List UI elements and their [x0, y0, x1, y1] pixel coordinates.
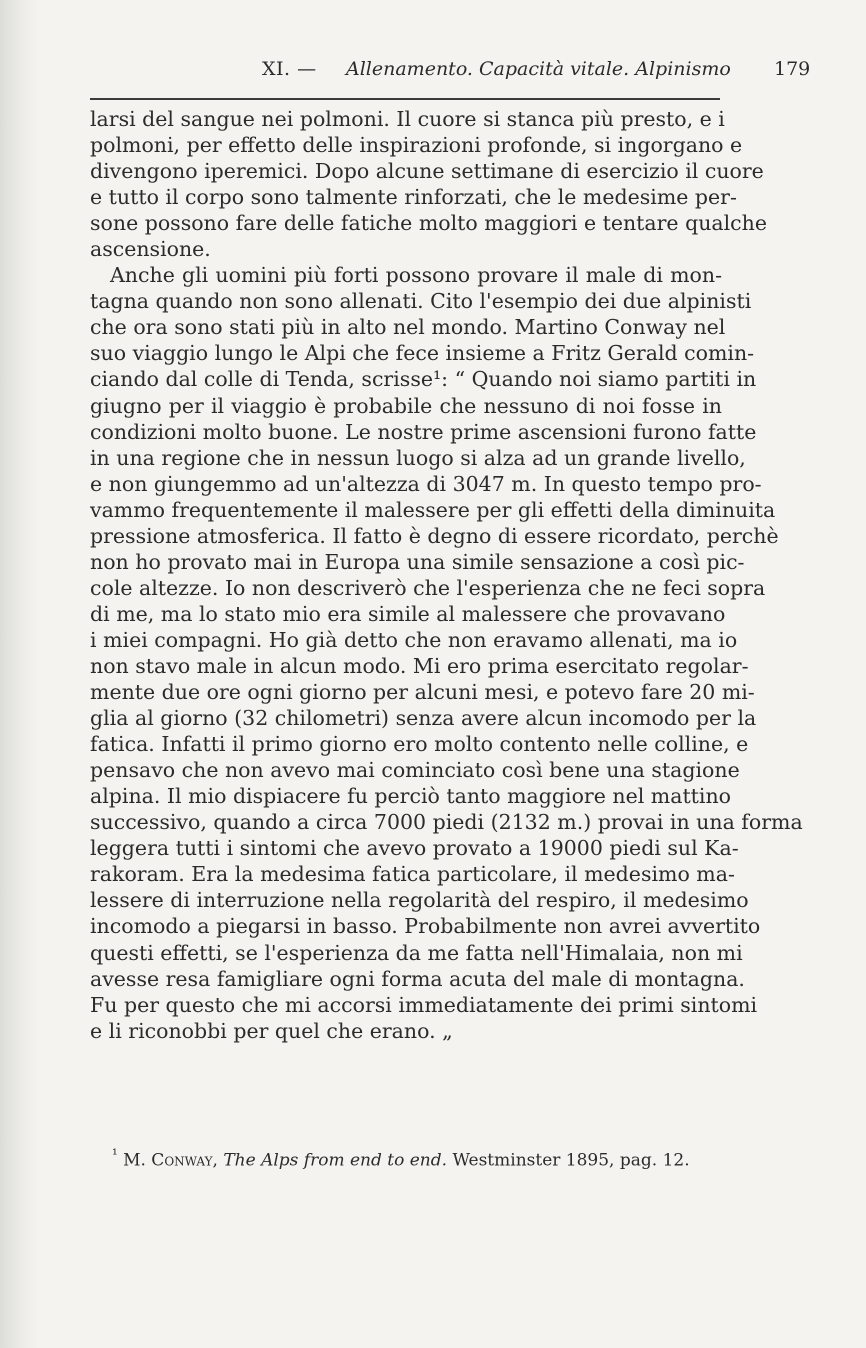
text-line: fatica. Infatti il primo giorno ero molto contento nelle colline, e [90, 732, 749, 757]
text-line: ascensione. [90, 237, 211, 262]
text-line: mente due ore ogni giorno per alcuni mesi, e potevo fare 20 mi- [90, 680, 755, 705]
text-line: che ora sono stati più in alto nel mondo. Martino Conway nel [90, 315, 726, 340]
text-line: larsi del sangue nei polmoni. Il cuore si stanca più presto, e i [90, 107, 725, 131]
text-line: divengono iperemici. Dopo alcune settimane di esercizio il cuore [90, 159, 764, 184]
text-line: tagna quando non sono allenati. Cito l'esempio dei due alpinisti [90, 289, 752, 314]
footnote [112, 1147, 732, 1171]
text-line: successivo, quando a circa 7000 piedi (2132 m.) provai in una forma [90, 810, 803, 835]
header-rule [90, 98, 720, 100]
text-line: leggera tutti i sintomi che avevo provato a 19000 piedi sul Ka- [90, 836, 739, 861]
text-line: ciando dal colle di Tenda, scrisse¹: “ Quando noi siamo partiti in [90, 367, 757, 392]
page-number: 179 [774, 58, 811, 80]
text-line: questi effetti, se l'esperienza da me fatta nell'Himalaia, non mi [90, 940, 743, 965]
text-line: e li riconobbi per quel che erano. „ [90, 1018, 453, 1043]
text-line: pressione atmosferica. Il fatto è degno di essere ricordato, perchè [90, 523, 779, 548]
text-line: condizioni molto buone. Le nostre prime ascensioni furono fatte [90, 419, 757, 444]
text-line: vammo frequentemente il malessere per gli effetti della diminuita [90, 497, 776, 522]
text-line: suo viaggio lungo le Alpi che fece insieme a Fritz Gerald comin- [90, 341, 755, 366]
running-header [262, 58, 811, 84]
text-line: sone possono fare delle fatiche molto maggiori e tentare qualche [90, 211, 767, 236]
text-line: non stavo male in alcun modo. Mi ero prima esercitato regolar- [90, 653, 749, 678]
text-line: Fu per questo che mi accorsi immediatamente dei primi sintomi [90, 992, 758, 1017]
text-line: polmoni, per effetto delle inspirazioni profonde, si ingorgano e [90, 133, 743, 158]
text-line: in una regione che in nessun luogo si alza ad un grande livello, [90, 445, 746, 470]
footnote-publication: Westminster 1895, pag. 12. [452, 1150, 690, 1171]
footnote-work-title: The Alps from end to end. [223, 1150, 448, 1171]
chapter-title: Allenamento. Capacità vitale. Alpinismo [346, 58, 731, 80]
text-line: pensavo che non avevo mai cominciato così bene una stagione [90, 758, 740, 783]
text-line: giugno per il viaggio è probabile che nessuno di noi fosse in [90, 393, 722, 418]
text-line: alpina. Il mio dispiacere fu perciò tanto maggiore nel mattino [90, 784, 732, 809]
body-text [90, 106, 803, 1044]
text-line: glia al giorno (32 chilometri) senza avere alcun incomodo per la [90, 706, 757, 731]
footnote-author: M. Conway, [123, 1150, 218, 1171]
text-line: non ho provato mai in Europa una simile sensazione a così pic- [90, 549, 745, 574]
text-line: incomodo a piegarsi in basso. Probabilmente non avrei avvertito [90, 914, 761, 939]
text-line: rakoram. Era la medesima fatica particolare, il medesimo ma- [90, 862, 735, 887]
text-line: e tutto il corpo sono talmente rinforzati, che le medesime per- [90, 185, 737, 210]
text-line: cole altezze. Io non descriverò che l'esperienza che ne feci sopra [90, 575, 766, 600]
text-line: lessere di interruzione nella regolarità del respiro, il medesimo [90, 888, 749, 913]
text-line: Anche gli uomini più forti possono provare il male di mon- [110, 263, 722, 288]
page-gutter-shadow [0, 0, 38, 1348]
text-line: i miei compagni. Ho già detto che non eravamo allenati, ma io [90, 627, 738, 652]
text-line: di me, ma lo stato mio era simile al malessere che provavano [90, 601, 726, 626]
footnote-marker: ¹ [112, 1147, 118, 1163]
chapter-label: XI. — [262, 58, 317, 80]
text-line: e non giungemmo ad un'altezza di 3047 m. In questo tempo pro- [90, 471, 762, 496]
text-line: avesse resa famigliare ogni forma acuta del male di montagna. [90, 966, 745, 991]
